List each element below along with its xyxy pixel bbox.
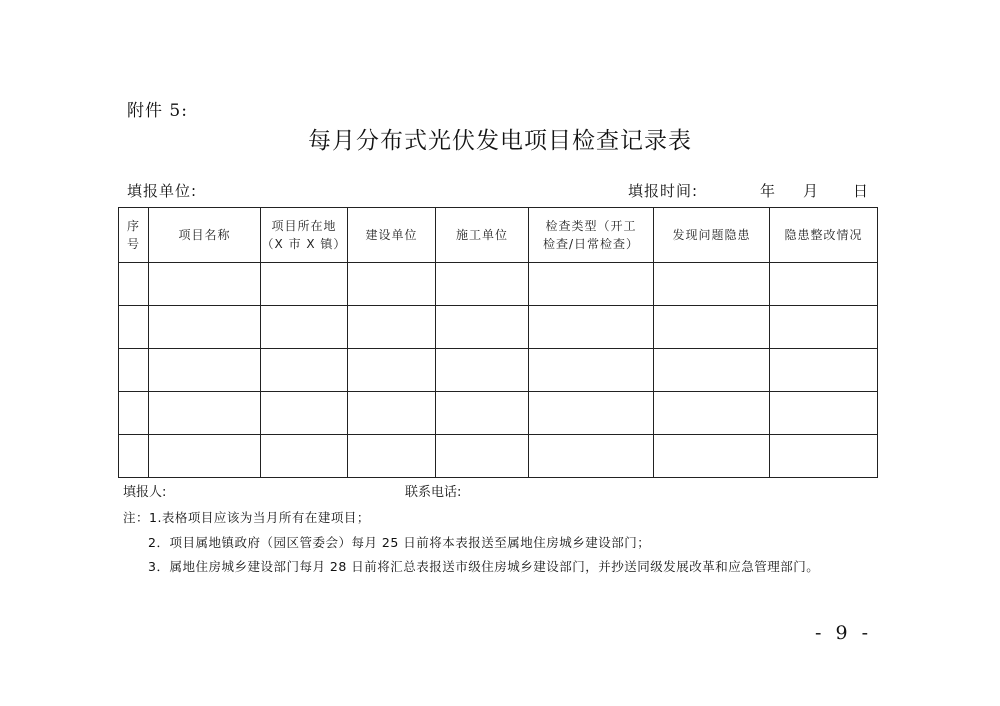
table-cell	[348, 349, 436, 392]
contact-phone-label: 联系电话:	[405, 485, 462, 500]
table-cell	[436, 392, 529, 435]
date-month-label: 月	[803, 182, 819, 200]
fill-time-label: 填报时间:	[628, 182, 699, 200]
table-cell	[261, 392, 348, 435]
table-cell	[436, 306, 529, 349]
table-cell	[348, 306, 436, 349]
table-cell	[348, 392, 436, 435]
table-cell	[149, 392, 261, 435]
table-row	[119, 435, 878, 478]
table-cell	[436, 263, 529, 306]
table-cell	[529, 263, 654, 306]
table-cell	[654, 263, 770, 306]
date-year-label: 年	[760, 182, 776, 200]
table-cell	[261, 306, 348, 349]
table-cell	[770, 263, 878, 306]
table-cell	[348, 263, 436, 306]
table-cell	[119, 349, 149, 392]
table-row	[119, 349, 878, 392]
table-cell	[770, 435, 878, 478]
header-construction-owner: 建设单位	[348, 208, 436, 263]
table-cell	[149, 306, 261, 349]
header-inspection-type: 检查类型（开工 检查/日常检查）	[529, 208, 654, 263]
table-cell	[529, 392, 654, 435]
page-number: - 9 -	[815, 622, 873, 644]
table-cell	[529, 306, 654, 349]
table-cell	[261, 349, 348, 392]
table-header-row	[119, 208, 878, 263]
table-cell	[436, 435, 529, 478]
table-cell	[119, 435, 149, 478]
table-row	[119, 392, 878, 435]
table-cell	[529, 435, 654, 478]
table-cell	[770, 349, 878, 392]
table-cell	[770, 392, 878, 435]
header-rectification-status: 隐患整改情况	[770, 208, 878, 263]
reporter-label: 填报人:	[123, 485, 167, 500]
table-cell	[348, 435, 436, 478]
header-project-location: 项目所在地 （X 市 X 镇）	[261, 208, 348, 263]
table-cell	[261, 435, 348, 478]
table-cell	[529, 349, 654, 392]
table-cell	[654, 306, 770, 349]
inspection-record-table	[118, 207, 878, 478]
table-cell	[119, 392, 149, 435]
table-cell	[119, 306, 149, 349]
table-cell	[149, 435, 261, 478]
table-cell	[654, 349, 770, 392]
table-cell	[654, 392, 770, 435]
header-issues-found: 发现问题隐患	[654, 208, 770, 263]
attachment-label: 附件 5:	[127, 101, 188, 121]
table-cell	[261, 263, 348, 306]
table-cell	[149, 263, 261, 306]
table-cell	[654, 435, 770, 478]
header-project-name: 项目名称	[149, 208, 261, 263]
header-contractor: 施工单位	[436, 208, 529, 263]
note-2: 2．项目属地镇政府（园区管委会）每月 25 日前将本表报送至属地住房城乡建设部门；	[148, 535, 651, 550]
table-row	[119, 306, 878, 349]
table-row	[119, 263, 878, 306]
fill-unit-label: 填报单位:	[127, 182, 198, 200]
date-day-label: 日	[853, 182, 869, 200]
document-title: 每月分布式光伏发电项目检查记录表	[308, 128, 692, 154]
table-cell	[770, 306, 878, 349]
note-3: 3．属地住房城乡建设部门每月 28 日前将汇总表报送市级住房城乡建设部门，并抄送同级发展改革和应急管理部门。	[148, 559, 820, 574]
note-1: 注：1.表格项目应该为当月所有在建项目；	[123, 510, 370, 525]
table-cell	[436, 349, 529, 392]
header-serial-number: 序 号	[119, 208, 149, 263]
table-cell	[149, 349, 261, 392]
table-cell	[119, 263, 149, 306]
